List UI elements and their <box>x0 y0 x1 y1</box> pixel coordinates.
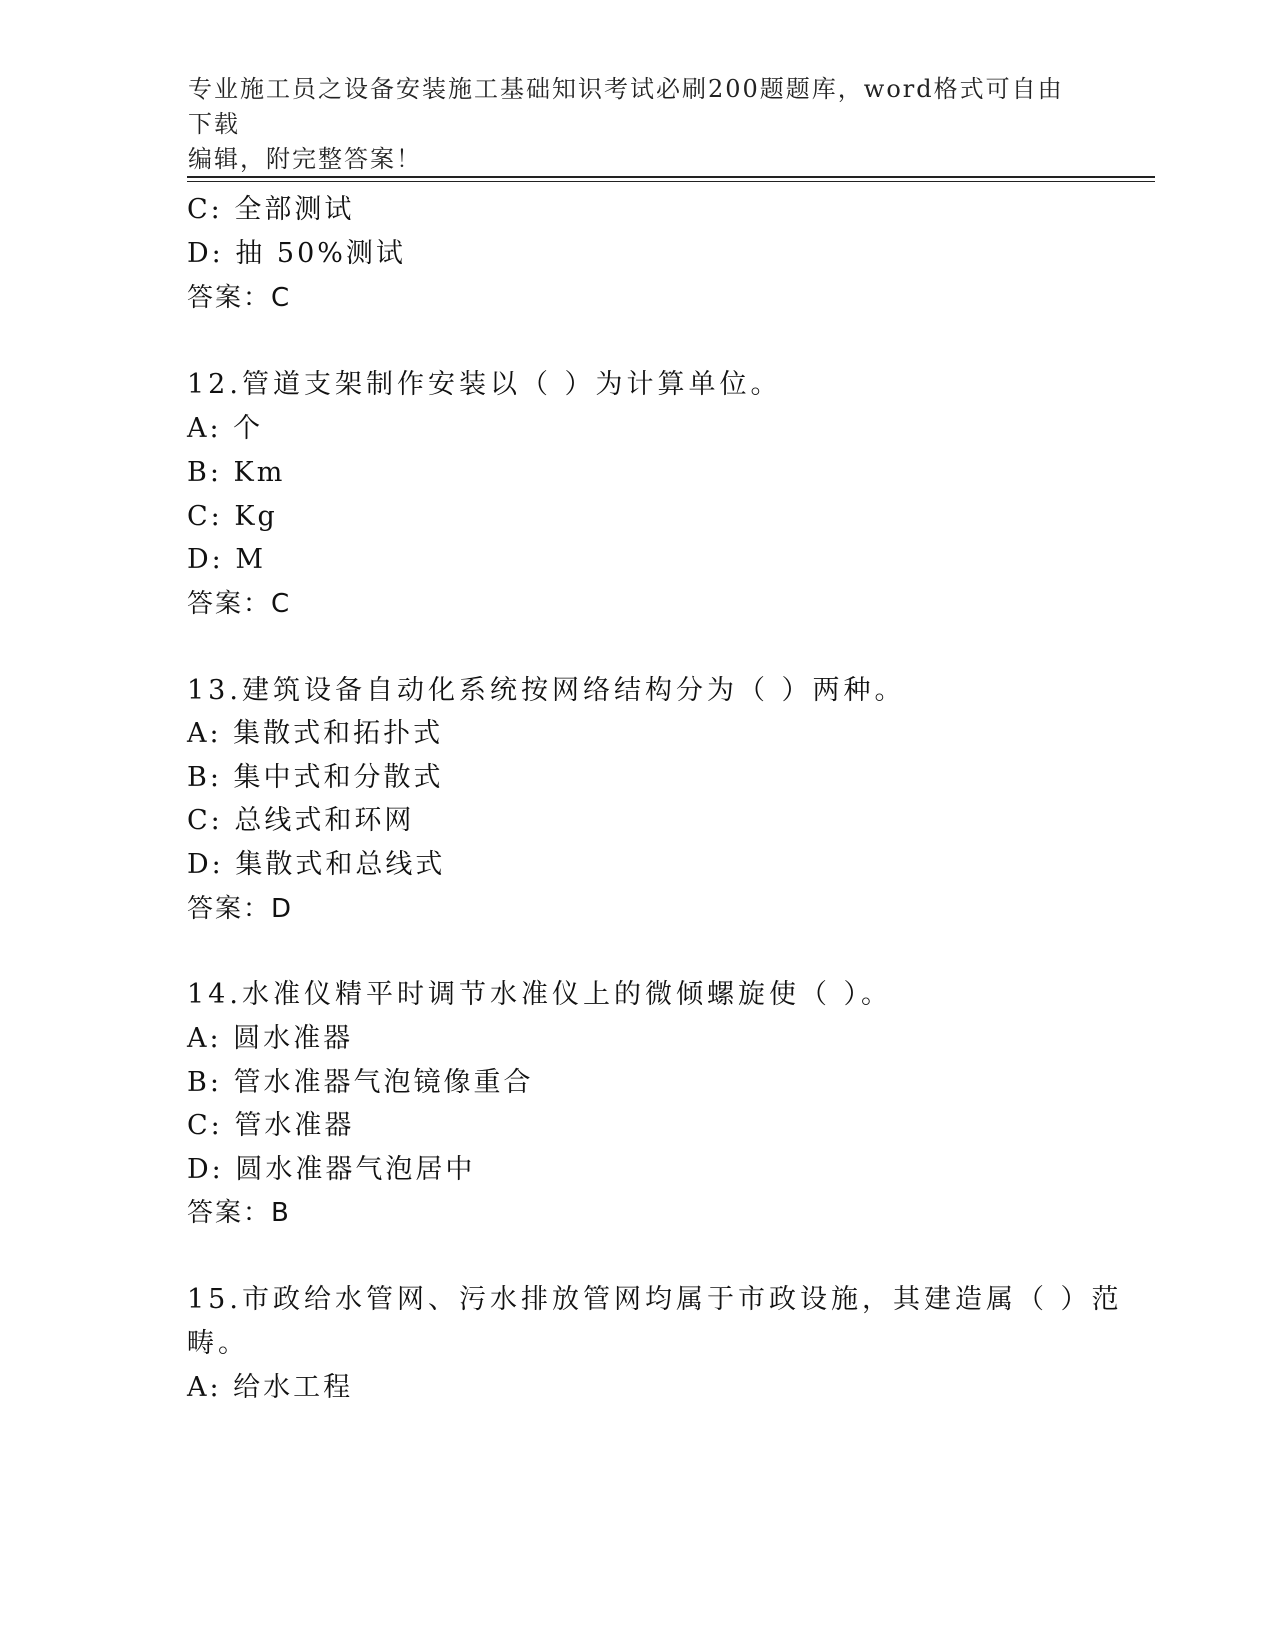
q12-option-a: A: 个 <box>187 413 264 444</box>
q12-option-b: B: Km <box>187 457 286 488</box>
q13-option-b: B: 集中式和分散式 <box>187 762 444 793</box>
q14-option-c: C: 管水准器 <box>187 1110 355 1141</box>
document-header <box>188 72 1068 177</box>
q13-option-c: C: 总线式和环网 <box>187 805 415 836</box>
q14-option-a: A: 圆水准器 <box>187 1023 354 1054</box>
q15-stem-line-2: 畴。 <box>187 1328 249 1359</box>
q11-option-c: C: 全部测试 <box>187 194 355 225</box>
q14-stem: 14.水准仪精平时调节水准仪上的微倾螺旋使（ ）。 <box>187 979 893 1010</box>
q14-answer: 答案：B <box>187 1198 291 1228</box>
q11-answer: 答案：C <box>187 283 292 313</box>
q14-option-b: B: 管水准器气泡镜像重合 <box>187 1067 534 1098</box>
q13-stem: 13.建筑设备自动化系统按网络结构分为（ ）两种。 <box>187 675 906 706</box>
q13-option-a: A: 集散式和拓扑式 <box>187 718 444 749</box>
q14-option-d: D: 圆水准器气泡居中 <box>187 1154 476 1185</box>
header-divider-thin <box>187 181 1155 182</box>
q12-answer: 答案：C <box>187 589 292 619</box>
q15-option-a: A: 给水工程 <box>187 1372 354 1403</box>
q15-stem-line-1: 15.市政给水管网、污水排放管网均属于市政设施，其建造属（ ）范 <box>187 1284 1123 1315</box>
q13-answer: 答案：D <box>187 894 294 924</box>
header-divider-thick <box>187 176 1155 178</box>
q13-option-d: D: 集散式和总线式 <box>187 849 446 880</box>
q12-option-c: C: Kg <box>187 501 278 532</box>
header-title-line-2: 编辑，附完整答案！ <box>188 145 422 173</box>
q12-option-d: D: M <box>187 544 266 575</box>
q12-stem: 12.管道支架制作安装以（ ）为计算单位。 <box>187 369 782 400</box>
header-title-line-1: 专业施工员之设备安装施工基础知识考试必刷200题题库，word格式可自由下载 <box>188 75 1064 138</box>
q11-option-d: D: 抽 50%测试 <box>187 238 406 269</box>
